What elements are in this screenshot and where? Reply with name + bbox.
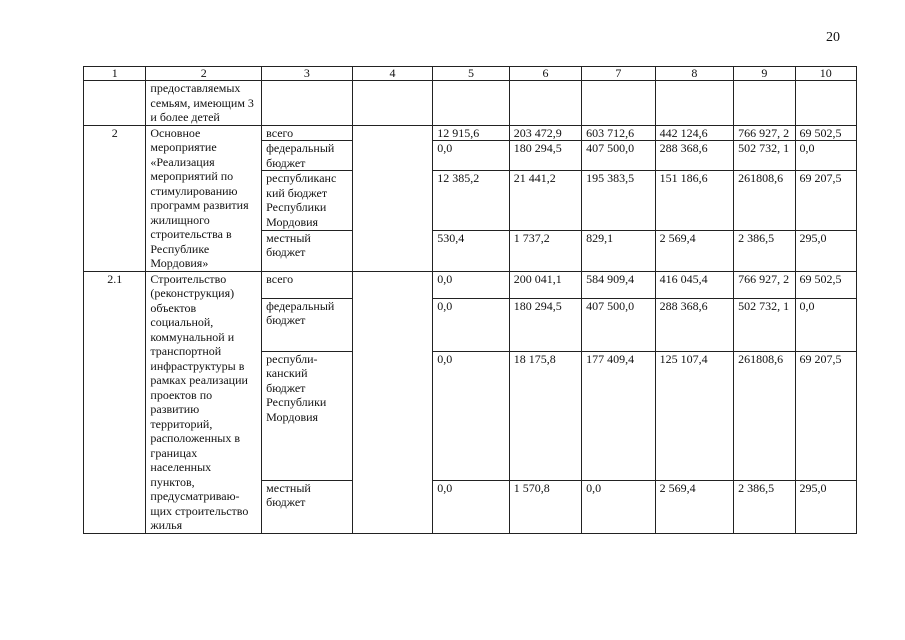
value-cell: 203 472,9: [509, 125, 581, 141]
value-cell: 0,0: [582, 480, 655, 533]
value-cell: 0,0: [433, 298, 509, 351]
value-cell: 0,0: [795, 298, 856, 351]
value-cell: 530,4: [433, 230, 509, 271]
value-cell: 407 500,0: [582, 141, 655, 171]
value-cell: 502 732, 1: [734, 298, 795, 351]
value-cell: 603 712,6: [582, 125, 655, 141]
value-cell: 0,0: [433, 141, 509, 171]
column-4-cell: [352, 271, 433, 533]
table-row: [84, 125, 857, 141]
header-cell: 1: [84, 67, 146, 81]
value-cell: 416 045,4: [655, 271, 734, 298]
header-cell: 5: [433, 67, 509, 81]
continuation-row: [84, 81, 857, 126]
funding-source-cell: республиканс кий бюджет Республики Мордовия: [262, 171, 353, 230]
value-cell: 180 294,5: [509, 298, 581, 351]
value-cell: 407 500,0: [582, 298, 655, 351]
funding-source-cell: республи- канский бюджет Республики Мордовия: [262, 351, 353, 480]
value-cell: 442 124,6: [655, 125, 734, 141]
value-cell: 2 569,4: [655, 480, 734, 533]
value-cell: 0,0: [433, 351, 509, 480]
funding-source-cell: всего: [262, 125, 353, 141]
value-cell: 288 368,6: [655, 141, 734, 171]
value-cell: 69 502,5: [795, 125, 856, 141]
value-cell: 261808,6: [734, 171, 795, 230]
value-cell: 295,0: [795, 230, 856, 271]
value-cell: 180 294,5: [509, 141, 581, 171]
column-number-row: [84, 67, 857, 81]
value-cell: 1 737,2: [509, 230, 581, 271]
column-4-cell: [352, 125, 433, 271]
page-number: 20: [826, 30, 840, 45]
header-cell: 10: [795, 67, 856, 81]
header-cell: 7: [582, 67, 655, 81]
value-cell: 288 368,6: [655, 298, 734, 351]
value-cell: 200 041,1: [509, 271, 581, 298]
header-cell: 9: [734, 67, 795, 81]
item-number-cell: 2: [84, 125, 146, 271]
value-cell: 151 186,6: [655, 171, 734, 230]
measure-name-cell: Строительство (реконструкция) объектов социальной, коммунальной и транспортной инфраструктуры в рамках реализации проектов по развитию территорий, расположенных в границах населенных пунктов, предусматриваю- щих строительство жилья: [146, 271, 262, 533]
value-cell: 18 175,8: [509, 351, 581, 480]
value-cell: 177 409,4: [582, 351, 655, 480]
funding-source-cell: местный бюджет: [262, 230, 353, 271]
value-cell: 69 502,5: [795, 271, 856, 298]
funding-source-cell: всего: [262, 271, 353, 298]
value-cell: 0,0: [433, 480, 509, 533]
value-cell: 295,0: [795, 480, 856, 533]
value-cell: 125 107,4: [655, 351, 734, 480]
header-cell: 8: [655, 67, 734, 81]
value-cell: 766 927, 2: [734, 125, 795, 141]
value-cell: 0,0: [433, 271, 509, 298]
value-cell: 12 915,6: [433, 125, 509, 141]
value-cell: 0,0: [795, 141, 856, 171]
value-cell: 766 927, 2: [734, 271, 795, 298]
budget-table: [83, 66, 857, 534]
funding-source-cell: местный бюджет: [262, 480, 353, 533]
value-cell: 2 569,4: [655, 230, 734, 271]
table-row: [84, 271, 857, 298]
value-cell: 502 732, 1: [734, 141, 795, 171]
value-cell: 195 383,5: [582, 171, 655, 230]
value-cell: 21 441,2: [509, 171, 581, 230]
measure-name-cell: предоставляемых семьям, имеющим 3 и более детей: [146, 81, 262, 126]
value-cell: 69 207,5: [795, 171, 856, 230]
header-cell: 6: [509, 67, 581, 81]
funding-source-cell: федеральный бюджет: [262, 141, 353, 171]
value-cell: 829,1: [582, 230, 655, 271]
funding-source-cell: федеральный бюджет: [262, 298, 353, 351]
value-cell: 261808,6: [734, 351, 795, 480]
value-cell: 12 385,2: [433, 171, 509, 230]
measure-name-cell: Основное мероприятие «Реализация мероприятий по стимулированию программ развития жилищного строительства в Республике Мордовия»: [146, 125, 262, 271]
value-cell: 1 570,8: [509, 480, 581, 533]
header-cell: 2: [146, 67, 262, 81]
item-number-cell: 2.1: [84, 271, 146, 533]
header-cell: 3: [262, 67, 353, 81]
header-cell: 4: [352, 67, 433, 81]
value-cell: 584 909,4: [582, 271, 655, 298]
value-cell: 2 386,5: [734, 480, 795, 533]
value-cell: 2 386,5: [734, 230, 795, 271]
value-cell: 69 207,5: [795, 351, 856, 480]
